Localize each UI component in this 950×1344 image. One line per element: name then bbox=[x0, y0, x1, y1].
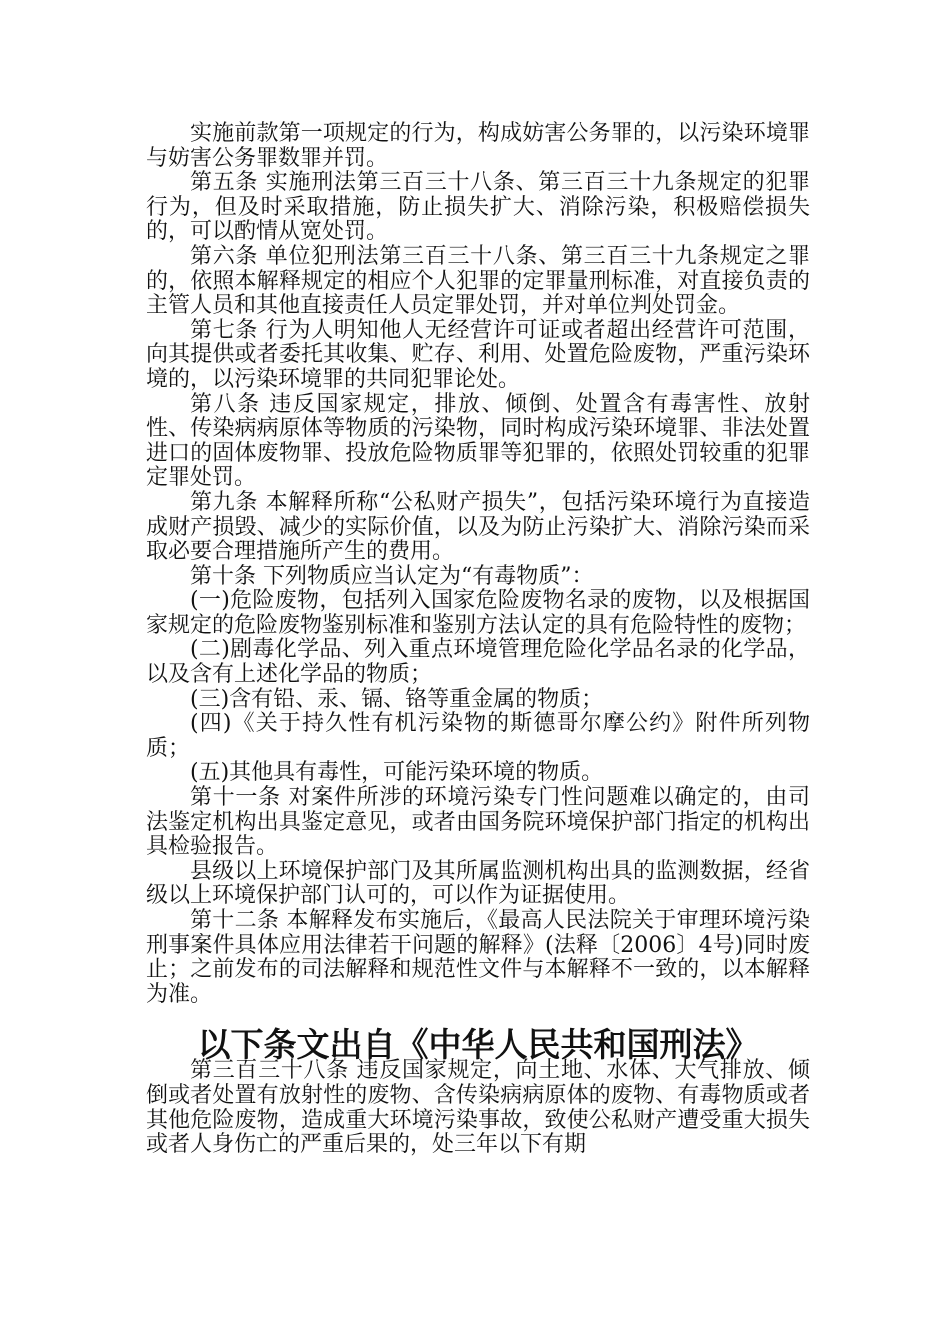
paragraph-article-5: 第五条 实施刑法第三百三十八条、第三百三十九条规定的犯罪行为，但及时采取措施，防止损失扩大、消除污染，积极赔偿损失的，可以酌情从宽处罚。 bbox=[146, 170, 810, 245]
paragraph-article-338: 第三百三十八条 违反国家规定，向土地、水体、大气排放、倾倒或者处置有放射性的废物、含传染病病原体的废物、有毒物质或者其他危险废物，造成重大环境污染事故，致使公私财产遭受重大损失或者人身伤亡的严重后果的，处三年以下有期 bbox=[146, 1058, 810, 1158]
section-heading: 以下条文出自《中华人民共和国刑法》 bbox=[197, 1025, 759, 1065]
paragraph-article-10: 第十条 下列物质应当认定为“有毒物质”： bbox=[190, 563, 594, 589]
paragraph-article-6: 第六条 单位犯刑法第三百三十八条、第三百三十九条规定之罪的，依照本解释规定的相应个人犯罪的定罪量刑标准，对直接负责的主管人员和其他直接责任人员定罪处罚，并对单位判处罚金。 bbox=[146, 243, 810, 319]
list-item-4: (四)《关于持久性有机污染物的斯德哥尔摩公约》附件所列物质； bbox=[146, 711, 810, 761]
paragraph-monitoring-data: 县级以上环境保护部门及其所属监测机构出具的监测数据，经省级以上环境保护部门认可的，可以作为证据使用。 bbox=[146, 858, 810, 909]
list-item-3: (三)含有铅、汞、镉、铬等重金属的物质； bbox=[190, 686, 604, 712]
document-body bbox=[146, 122, 810, 1158]
paragraph-article-8: 第八条 违反国家规定，排放、倾倒、处置含有毒害性、放射性、传染病病原体等物质的污染物，同时构成污染环境罪、非法处置进口的固体废物罪、投放危险物质罪等犯罪的，依照处罚较重的犯罪定罪处罚。 bbox=[146, 391, 810, 491]
paragraph-article-7: 第七条 行为人明知他人无经营许可证或者超出经营许可范围，向其提供或者委托其收集、贮存、利用、处置危险废物，严重污染环境的，以污染环境罪的共同犯罪论处。 bbox=[146, 317, 810, 392]
paragraph-article-9: 第九条 本解释所称“公私财产损失”，包括污染环境行为直接造成财产损毁、减少的实际价值，以及为防止污染扩大、消除污染而采取必要合理措施所产生的费用。 bbox=[146, 489, 810, 565]
paragraph-article-12: 第十二条 本解释发布实施后，《最高人民法院关于审理环境污染刑事案件具体应用法律若干问题的解释》(法释〔2006〕4号)同时废止；之前发布的司法解释和规范性文件与本解释不一致的，以本解释为准。 bbox=[146, 908, 810, 1007]
list-item-1: (一)危险废物，包括列入国家危险废物名录的废物，以及根据国家规定的危险废物鉴别标准和鉴别方法认定的具有危险特性的废物； bbox=[146, 588, 810, 638]
paragraph-article-11: 第十一条 对案件所涉的环境污染专门性问题难以确定的，由司法鉴定机构出具鉴定意见，或者由国务院环境保护部门指定的机构出具检验报告。 bbox=[146, 785, 810, 860]
list-item-5: (五)其他具有毒性，可能污染环境的物质。 bbox=[190, 760, 604, 786]
list-item-2: (二)剧毒化学品、列入重点环境管理危险化学品名录的化学品，以及含有上述化学品的物质； bbox=[146, 637, 810, 688]
paragraph-obstruction-penalty: 实施前款第一项规定的行为，构成妨害公务罪的，以污染环境罪与妨害公务罪数罪并罚。 bbox=[146, 121, 810, 171]
